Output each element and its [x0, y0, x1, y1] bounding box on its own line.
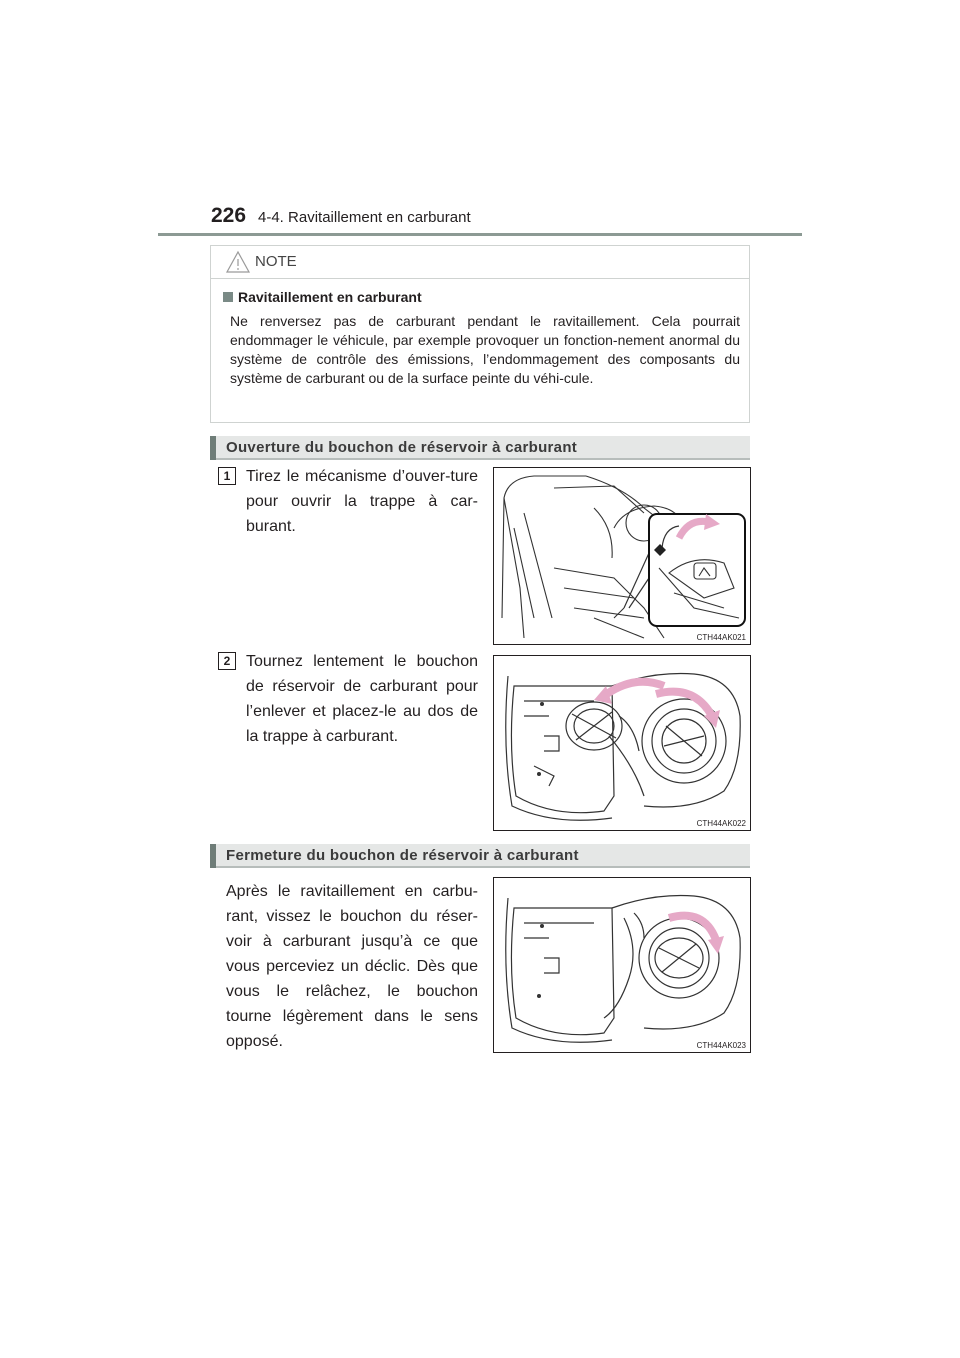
header-rule: [158, 233, 802, 236]
step-number-1: 1: [218, 467, 236, 485]
section-heading-opening: Ouverture du bouchon de réservoir à carburant: [210, 436, 750, 460]
figure-code: CTH44AK023: [696, 1041, 746, 1050]
step-2-text: Tournez lentement le bouchon de réservoir de carburant pour l’enlever et placez-le au dos de la trappe à carburant.: [246, 653, 478, 745]
figure-cap-closing: [493, 877, 751, 1053]
figure-code: CTH44AK022: [696, 819, 746, 828]
section-title: 4-4. Ravitaillement en carburant: [258, 209, 471, 226]
warning-triangle-icon: [225, 250, 251, 274]
closing-text: Après le ravitaillement en carbu-rant, vissez le bouchon du réser-voir à carburant jusqu’à ce que vous perceviez un déclic. Dès que vous le relâchez, le bouchon tourne légèrement dans le sens opposé.: [226, 883, 478, 1050]
car-interior-illustration: [494, 468, 750, 644]
note-label: NOTE: [255, 253, 297, 270]
note-box: [210, 245, 750, 423]
figure-fuel-door-lever: [493, 467, 751, 645]
note-subheading: Ravitaillement en carburant: [223, 289, 422, 305]
fuel-door-closing-illustration: [494, 878, 750, 1052]
figure-cap-removal: [493, 655, 751, 831]
fuel-door-open-illustration: [494, 656, 750, 830]
section-heading-closing: Fermeture du bouchon de réservoir à carburant: [210, 844, 750, 868]
note-text: Ne renversez pas de carburant pendant le ravitaillement. Cela pourrait endommager le véhicule, par exemple provoquer un fonction-nement anormal du système de contrôle des émissions, l’endommagement des composants du système de carburant ou de la surface peinte du véhi-cule.: [230, 313, 740, 386]
figure-code: CTH44AK021: [696, 633, 746, 642]
page-number: 226: [211, 204, 247, 227]
bullet-square-icon: [223, 292, 233, 302]
step-1-text: Tirez le mécanisme d’ouver-ture pour ouvrir la trappe à car-burant.: [246, 468, 478, 535]
note-header: [211, 246, 749, 279]
step-number-2: 2: [218, 652, 236, 670]
